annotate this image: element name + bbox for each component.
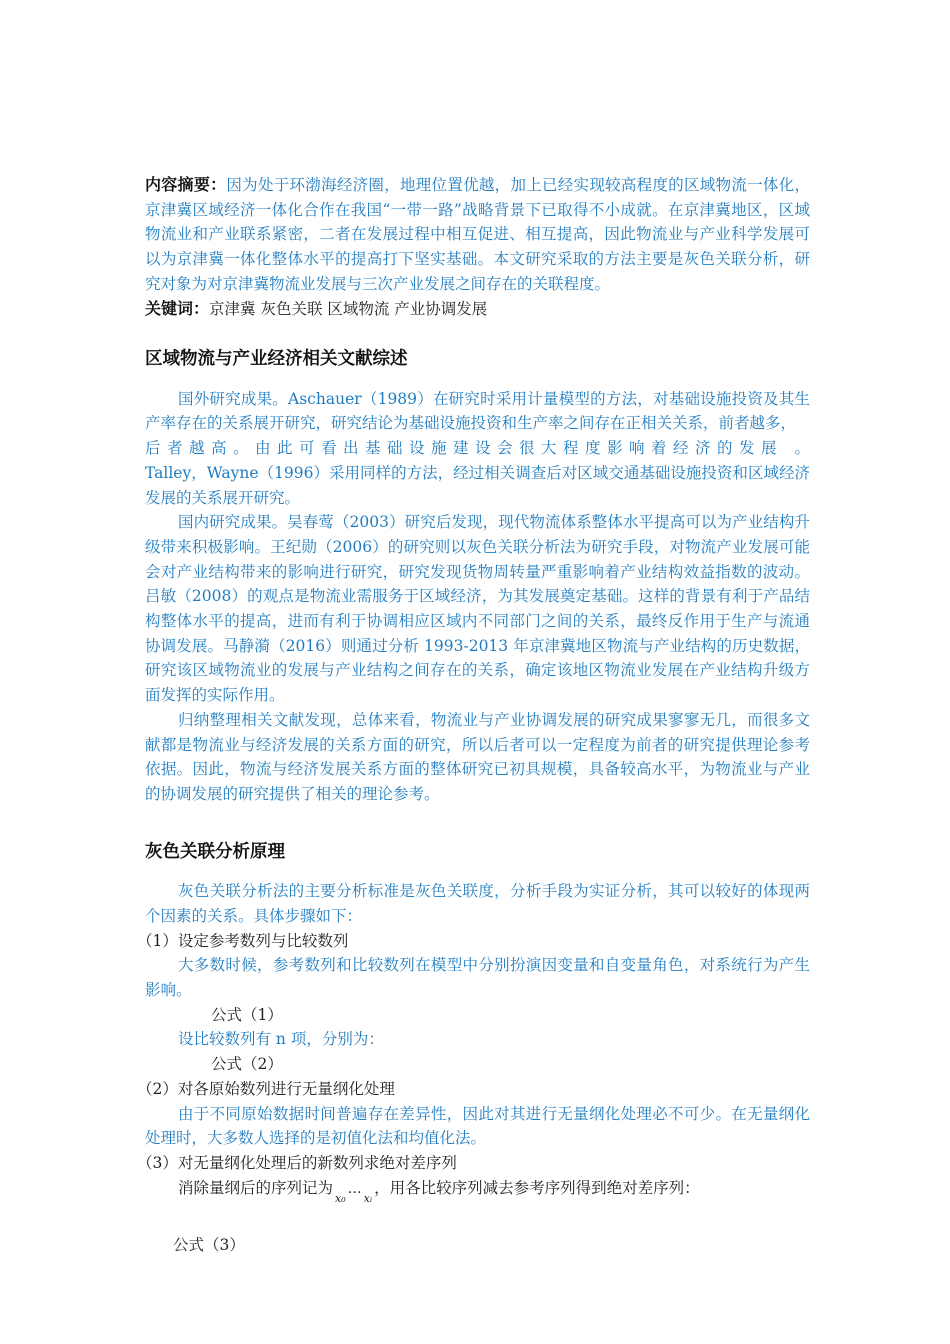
sequence-text-before: 消除量纲后的序列记为 [178,1178,334,1197]
symbol-x0: x₀ [335,1191,346,1205]
sequence-text-after: ，用各比较序列减去参考序列得到绝对差序列： [374,1178,700,1197]
section-title-literature: 区域物流与产业经济相关文献综述 [145,349,408,370]
compare-sequence-line: 设比较数列有 n 项，分别为： [178,1030,384,1049]
abstract-label: 内容摘要： [145,175,227,194]
foreign-research-line1: 国外研究成果。Aschauer（1989）在研究时采用计量模型的方法，对基础设施投资及其生产率存在的关系展开研究，研究结论为基础设施投资和生产率之间存在正相关关系，前者越多， [145,389,810,433]
step-2-text: 由于不同原始数据时间普遍存在差异性，因此对其进行无量纲化处理必不可少。在无量纲化处理时，大多数人选择的是初值化法和均值化法。 [145,1104,810,1148]
keywords-text: 京津冀 灰色关联 区域物流 产业协调发展 [209,299,488,318]
sequence-definition-line [145,1176,810,1212]
step-1-heading: （1）设定参考数列与比较数列 [137,931,349,950]
paragraph-foreign-research-spread [145,436,810,461]
formula-2-label: 公式（2） [211,1055,283,1074]
keywords-label: 关键词： [145,298,210,318]
abstract-text: 因为处于环渤海经济圈，地理位置优越，加上已经实现较高程度的区域物流一体化，京津冀区域经济一体化合作在我国“一带一路”战略背景下已取得不小成就。在京津冀地区，区域物流业和产业联系紧密，二者在发展过程中相互促进、相互提高，因此物流业与产业科学发展可以为京津冀一体化整体水平的提高打下坚实基础。本文研究采取的方法主要是灰色关联分析，研究对象为对京津冀物流业发展与三次产业发展之间存在的关联程度。 [145,176,810,293]
paragraph-foreign-research-cont [145,461,810,510]
formula-1-label: 公式（1） [211,1005,283,1024]
step-2-heading: （2）对各原始数列进行无量纲化处理 [137,1079,395,1098]
paragraph-summary: 归纳整理相关文献发现，总体来看，物流业与产业协调发展的研究成果寥寥无几，而很多文献都是物流业与经济发展的关系方面的研究，所以后者可以一定程度为前者的研究提供理论参考依据。因此，物流与经济发展关系方面的整体研究已初具规模，具备较高水平，为物流业与产业的协调发展的研究提供了相关的理论参考。 [145,710,810,803]
document-page [137,173,810,1258]
step-1-text: 大多数时候，参考数列和比较数列在模型中分别扮演因变量和自变量角色，对系统行为产生影响。 [145,956,810,1000]
paragraph-domestic-research: 国内研究成果。吴春莺（2003）研究后发现，现代物流体系整体水平提高可以为产业结构升级带来积极影响。王纪勋（2006）的研究则以灰色关联分析法为研究手段，对物流产业发展可能会对产业结构带来的影响进行研究，研究发现货物周转量严重影响着产业结构效益指数的波动。吕敏（2008）的观点是物流业需服务于区域经济，为其发展奠定基础。这样的背景有利于产品结构整体水平的提高，进而有利于协调相应区域内不同部门之间的关系，最终反作用于生产与流通协调发展。马静漪（2016）则通过分析 1993-2013 年京津冀地区物流与产业结构的历史数据，研究该区域物流业的发展与产业结构之间存在的关系，确定该地区物流业发展在产业结构升级方面发挥的实际作用。 [145,513,810,705]
foreign-research-line3: Talley，Wayne（1996）采用同样的方法，经过相关调查后对区域交通基础设施投资和区域经济发展的关系展开研究。 [145,463,810,507]
symbol-ellipsis: … [347,1180,362,1197]
symbol-xi: xᵢ [363,1191,373,1205]
abstract-paragraph [145,173,810,297]
formula-3-label: 公式（3） [173,1236,245,1255]
keywords-line [145,297,810,322]
foreign-research-line2: 后者越高。由此可看出基础设施建设会很大程度影响着经济的发展 。 [145,439,810,458]
step-3-heading: （3）对无量纲化处理后的新数列求绝对差序列 [137,1153,457,1172]
paragraph-grey-intro: 灰色关联分析法的主要分析标准是灰色关联度，分析手段为实证分析，其可以较好的体现两个因素的关系。具体步骤如下： [145,882,810,925]
section-title-grey-relation: 灰色关联分析原理 [145,841,285,862]
paragraph-foreign-research [145,387,810,436]
